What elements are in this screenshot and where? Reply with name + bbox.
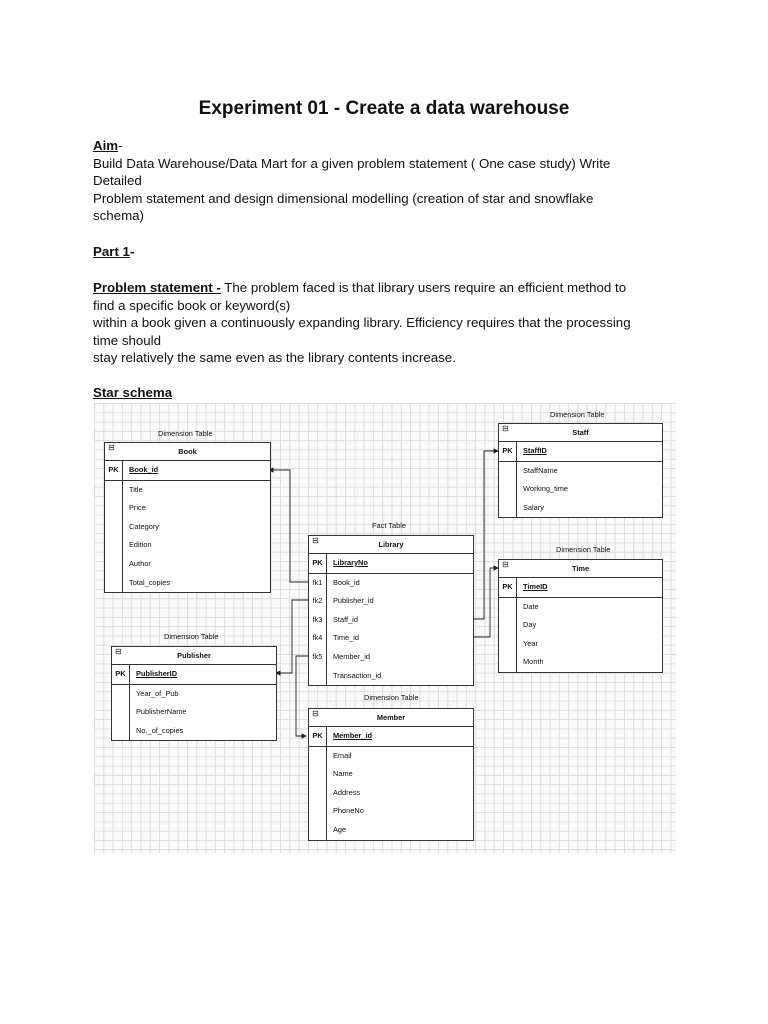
collapse-icon[interactable]: ⊟: [502, 424, 509, 433]
publisher-table-caption: Dimension Table: [164, 632, 219, 641]
star-schema-diagram: [94, 403, 676, 853]
collapse-icon[interactable]: ⊟: [108, 443, 115, 452]
publisher-table-header: [112, 647, 276, 665]
time-table-header: [499, 560, 662, 578]
fk-key: [309, 667, 327, 686]
publisher-pk-row: [112, 665, 276, 685]
staff-table: [498, 423, 663, 518]
field: PhoneNo: [333, 806, 364, 816]
pk-field: Book_id: [129, 465, 159, 474]
aim-heading-line: [93, 137, 673, 155]
field: Email: [333, 750, 352, 760]
problem-line: find a specific book or keyword(s): [93, 297, 291, 313]
time-pk-row: [499, 578, 662, 598]
staff-table-caption: Dimension Table: [550, 410, 605, 419]
problem-label: Problem statement -: [93, 280, 221, 295]
aim-section: [93, 137, 673, 225]
link-time: [473, 568, 498, 637]
field: Month: [523, 657, 544, 667]
field: Total_copies: [129, 577, 171, 587]
table-row: [112, 703, 276, 722]
field: Address: [333, 787, 361, 797]
library-table-header: [309, 536, 473, 554]
link-publisher: [276, 600, 308, 673]
book-pk-row: [105, 461, 270, 481]
part-suffix: -: [129, 244, 135, 259]
field: Working_time: [523, 484, 569, 494]
table-row: [309, 747, 473, 766]
pk-field: StaffID: [523, 446, 547, 455]
aim-suffix: -: [118, 138, 123, 153]
member-table-header: [309, 709, 473, 727]
problem-text: The problem faced is that library users require an efficient method to: [220, 280, 627, 295]
table-row: [309, 765, 473, 784]
aim-line: Problem statement and design dimensional modelling (creation of star and snowflake: [93, 190, 594, 206]
library-pk-row: [309, 554, 473, 574]
field: Title: [129, 484, 143, 494]
table-row: [309, 629, 473, 648]
fk-key: fk4: [309, 629, 327, 648]
problem-section: [93, 279, 673, 367]
pk-field: PublisherID: [136, 669, 178, 678]
staff-table-header: [499, 424, 662, 442]
fk-key: fk5: [309, 648, 327, 667]
collapse-icon[interactable]: ⊟: [502, 560, 509, 569]
field: Year_of_Pub: [136, 688, 179, 698]
time-table-caption: Dimension Table: [556, 545, 611, 554]
fk-key: fk3: [309, 611, 327, 630]
field: Staff_id: [333, 614, 358, 624]
field: Age: [333, 824, 347, 834]
library-table-caption: Fact Table: [372, 521, 406, 530]
table-row: [112, 685, 276, 704]
book-table-header: [105, 443, 270, 461]
field: No._of_copies: [136, 725, 184, 735]
pk-key: PK: [112, 665, 130, 684]
field: Year: [523, 638, 538, 648]
table-row: [105, 555, 270, 574]
star-schema-heading: [93, 385, 172, 400]
table-row: [499, 462, 662, 481]
table-row: [105, 499, 270, 518]
table-row: [499, 499, 662, 518]
collapse-icon[interactable]: ⊟: [312, 536, 319, 545]
pk-key: PK: [309, 727, 327, 746]
fk-key: fk2: [309, 592, 327, 611]
link-book: [269, 470, 308, 582]
staff-table-name: Staff: [572, 428, 589, 437]
table-row: [499, 635, 662, 654]
field: Category: [129, 521, 159, 531]
star-schema-label: Star schema: [93, 385, 173, 400]
field: Publisher_id: [333, 596, 374, 606]
pk-field: TimeID: [523, 582, 548, 591]
pk-key: PK: [105, 461, 123, 480]
link-staff: [473, 451, 498, 619]
aim-line: Build Data Warehouse/Data Mart for a given problem statement ( One case study) Write: [93, 155, 611, 171]
part-label: Part 1: [93, 244, 130, 259]
document-title: Experiment 01 - Create a data warehouse: [198, 98, 570, 119]
table-row: [499, 653, 662, 672]
table-row: [309, 784, 473, 803]
table-row: [105, 536, 270, 555]
table-row: [309, 821, 473, 840]
publisher-table: [111, 646, 277, 741]
member-table-caption: Dimension Table: [364, 693, 419, 702]
table-row: [499, 480, 662, 499]
problem-line: stay relatively the same even as the library contents increase.: [93, 350, 456, 366]
problem-first-line: [93, 279, 673, 297]
aim-line: schema): [93, 208, 144, 224]
table-row: [309, 574, 473, 593]
collapse-icon[interactable]: ⊟: [312, 709, 319, 718]
field: Member_id: [333, 651, 370, 661]
member-table-name: Member: [376, 713, 406, 722]
field: PublisherName: [136, 707, 187, 717]
member-table: [308, 708, 474, 841]
table-row: [309, 611, 473, 630]
field: Edition: [129, 540, 152, 550]
table-row: [499, 598, 662, 617]
aim-line: Detailed: [93, 173, 142, 189]
library-table-name: Library: [378, 540, 404, 549]
staff-pk-row: [499, 442, 662, 462]
field: Time_id: [333, 633, 360, 643]
table-row: [309, 592, 473, 611]
problem-line: within a book given a continuously expanding library. Efficiency requires that the processing: [93, 315, 631, 331]
book-table-caption: Dimension Table: [158, 429, 213, 438]
field: Salary: [523, 502, 544, 512]
collapse-icon[interactable]: ⊟: [115, 647, 122, 656]
field: Author: [129, 558, 151, 568]
pk-key: PK: [309, 554, 327, 573]
aim-label: Aim: [93, 138, 119, 153]
field: Date: [523, 601, 539, 611]
table-row: [105, 481, 270, 500]
field: Transaction_id: [333, 670, 382, 680]
fk-key: fk1: [309, 574, 327, 593]
link-member: [296, 656, 308, 736]
field: StaffName: [523, 465, 558, 475]
pk-key: PK: [499, 578, 517, 597]
time-table: [498, 559, 663, 673]
pk-key: PK: [499, 442, 517, 461]
book-table: [104, 442, 271, 593]
member-pk-row: [309, 727, 473, 747]
table-row: [309, 802, 473, 821]
table-row: [309, 648, 473, 667]
pk-field: LibraryNo: [333, 558, 368, 567]
time-table-name: Time: [571, 564, 590, 573]
table-row: [105, 518, 270, 537]
table-row: [309, 667, 473, 686]
field: Name: [333, 769, 353, 779]
library-table: [308, 535, 474, 686]
publisher-table-name: Publisher: [177, 651, 211, 660]
table-row: [499, 616, 662, 635]
field: Day: [523, 620, 537, 630]
field: Book_id: [333, 577, 360, 587]
problem-line: time should: [93, 332, 161, 348]
table-row: [105, 574, 270, 593]
pk-field: Member_id: [333, 731, 373, 740]
table-row: [112, 722, 276, 741]
book-table-name: Book: [178, 447, 197, 456]
field: Price: [129, 503, 146, 513]
part-heading: [93, 244, 134, 259]
